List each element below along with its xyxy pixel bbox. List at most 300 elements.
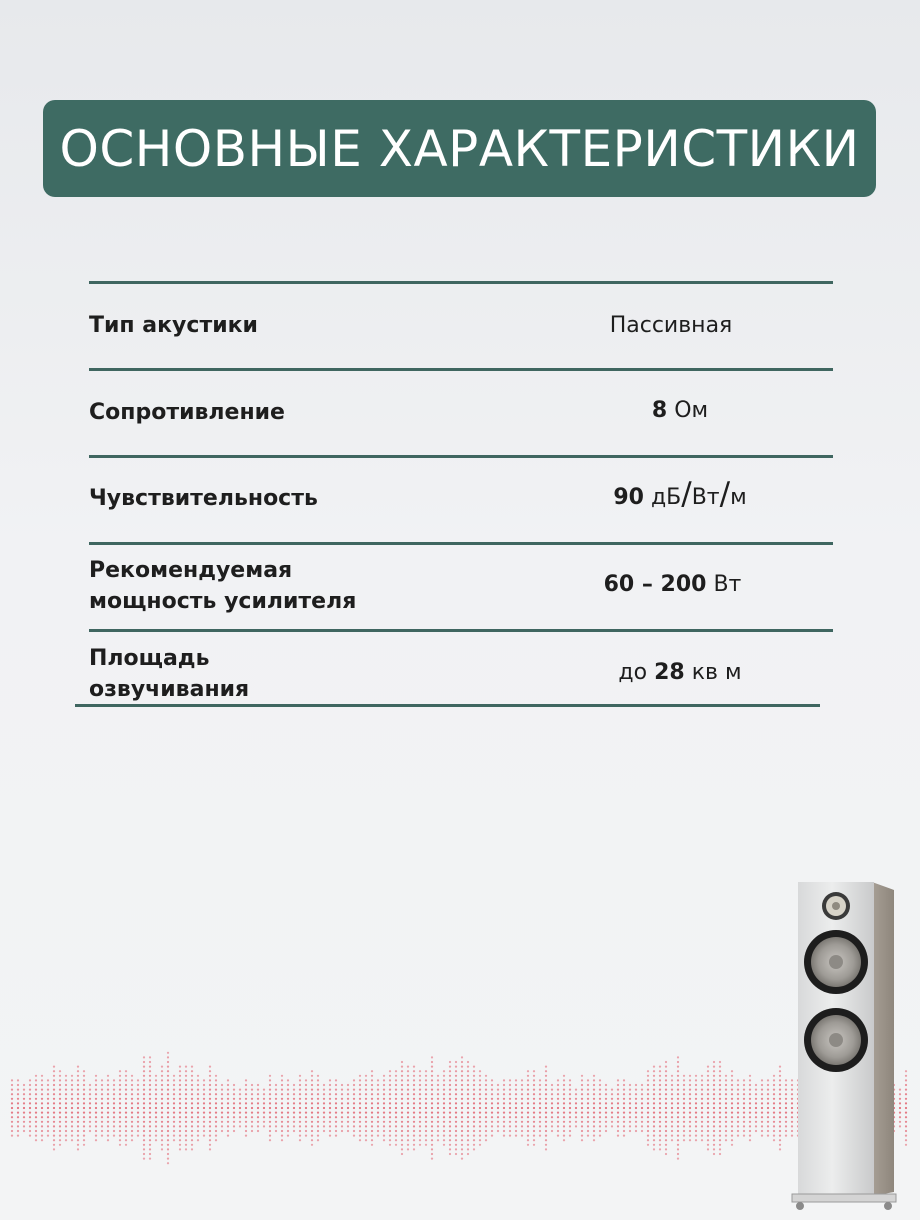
wave-dot [419, 1112, 421, 1114]
wave-dot [71, 1135, 73, 1137]
wave-dot [41, 1102, 43, 1104]
wave-dot [341, 1098, 343, 1100]
wave-dot [773, 1130, 775, 1132]
wave-dot [425, 1098, 427, 1100]
wave-dot [395, 1084, 397, 1086]
wave-dot [287, 1093, 289, 1095]
wave-dot [143, 1061, 145, 1063]
wave-dot [443, 1102, 445, 1104]
wave-dot [467, 1125, 469, 1127]
wave-dot [377, 1135, 379, 1137]
wave-dot [383, 1084, 385, 1086]
wave-dot [311, 1098, 313, 1100]
wave-dot [173, 1139, 175, 1141]
wave-dot [521, 1116, 523, 1118]
wave-dot [185, 1139, 187, 1141]
wave-dot [335, 1093, 337, 1095]
wave-dot [311, 1089, 313, 1091]
wave-dot [779, 1107, 781, 1109]
wave-dot [575, 1098, 577, 1100]
wave-dot [419, 1098, 421, 1100]
wave-dot [431, 1093, 433, 1095]
wave-dot [719, 1061, 721, 1063]
wave-dot [11, 1112, 13, 1114]
wave-dot [335, 1112, 337, 1114]
wave-dot [65, 1139, 67, 1141]
wave-dot [47, 1107, 49, 1109]
wave-dot [209, 1093, 211, 1095]
wave-dot [191, 1139, 193, 1141]
wave-dot [665, 1079, 667, 1081]
wave-dot [647, 1089, 649, 1091]
wave-dot [647, 1098, 649, 1100]
wave-dot [359, 1135, 361, 1137]
wave-dot [731, 1125, 733, 1127]
wave-dot [713, 1061, 715, 1063]
wave-dot [155, 1098, 157, 1100]
wave-dot [107, 1130, 109, 1132]
wave-dot [713, 1139, 715, 1141]
wave-dot [767, 1093, 769, 1095]
wave-dot [353, 1125, 355, 1127]
wave-dot [749, 1135, 751, 1137]
wave-dot [125, 1135, 127, 1137]
wave-dot [545, 1084, 547, 1086]
wave-dot [353, 1135, 355, 1137]
wave-dot [389, 1093, 391, 1095]
wave-dot [383, 1098, 385, 1100]
wave-dot [167, 1075, 169, 1077]
wave-dot [197, 1107, 199, 1109]
wave-dot [377, 1084, 379, 1086]
wave-dot [527, 1135, 529, 1137]
wave-dot [155, 1075, 157, 1077]
wave-dot [719, 1066, 721, 1068]
wave-dot [347, 1098, 349, 1100]
wave-dot [587, 1125, 589, 1127]
wave-dot [251, 1116, 253, 1118]
wave-dot [689, 1121, 691, 1123]
wave-dot [359, 1125, 361, 1127]
wave-dot [53, 1093, 55, 1095]
wave-dot [413, 1089, 415, 1091]
wave-dot [293, 1130, 295, 1132]
wave-dot [785, 1089, 787, 1091]
wave-dot [101, 1112, 103, 1114]
wave-dot [95, 1098, 97, 1100]
wave-dot [347, 1112, 349, 1114]
wave-dot [659, 1139, 661, 1141]
wave-dot [323, 1112, 325, 1114]
wave-dot [359, 1079, 361, 1081]
wave-dot [701, 1116, 703, 1118]
speaker-plinth [792, 1194, 896, 1202]
wave-dot [539, 1125, 541, 1127]
wave-dot [299, 1112, 301, 1114]
wave-dot [101, 1102, 103, 1104]
wave-dot [437, 1089, 439, 1091]
wave-dot [737, 1089, 739, 1091]
wave-dot [449, 1153, 451, 1155]
spec-label-amp-power [89, 555, 356, 617]
wave-dot [149, 1089, 151, 1091]
wave-dot [713, 1112, 715, 1114]
wave-dot [713, 1121, 715, 1123]
wave-dot [137, 1084, 139, 1086]
wave-dot [773, 1098, 775, 1100]
wave-dot [683, 1089, 685, 1091]
wave-dot [311, 1144, 313, 1146]
wave-dot [773, 1139, 775, 1141]
wave-dot [755, 1093, 757, 1095]
wave-dot [485, 1135, 487, 1137]
wave-dot [359, 1084, 361, 1086]
wave-dot [65, 1125, 67, 1127]
wave-dot [581, 1125, 583, 1127]
wave-dot [365, 1098, 367, 1100]
wave-dot [617, 1093, 619, 1095]
wave-dot [617, 1112, 619, 1114]
wave-dot [431, 1107, 433, 1109]
wave-dot [359, 1102, 361, 1104]
wave-dot [581, 1093, 583, 1095]
wave-dot [119, 1144, 121, 1146]
wave-dot [635, 1121, 637, 1123]
wave-dot [173, 1125, 175, 1127]
wave-dot [353, 1116, 355, 1118]
wave-dot [305, 1130, 307, 1132]
wave-dot [41, 1084, 43, 1086]
wave-dot [485, 1093, 487, 1095]
wave-dot [287, 1130, 289, 1132]
wave-dot [545, 1121, 547, 1123]
wave-dot [395, 1093, 397, 1095]
wave-dot [671, 1089, 673, 1091]
wave-dot [113, 1125, 115, 1127]
wave-dot [623, 1121, 625, 1123]
wave-dot [35, 1135, 37, 1137]
wave-dot [599, 1089, 601, 1091]
wave-dot [371, 1107, 373, 1109]
wave-dot [227, 1093, 229, 1095]
wave-dot [497, 1125, 499, 1127]
wave-dot [179, 1075, 181, 1077]
wave-dot [413, 1093, 415, 1095]
wave-dot [41, 1107, 43, 1109]
speaker-foot [884, 1202, 892, 1210]
wave-dot [683, 1139, 685, 1141]
wave-dot [671, 1121, 673, 1123]
wave-dot [377, 1098, 379, 1100]
wave-dot [683, 1135, 685, 1137]
wave-dot [125, 1093, 127, 1095]
wave-dot [239, 1112, 241, 1114]
wave-dot [215, 1084, 217, 1086]
wave-dot [59, 1130, 61, 1132]
wave-dot [473, 1089, 475, 1091]
wave-dot [263, 1116, 265, 1118]
wave-dot [443, 1089, 445, 1091]
wave-dot [557, 1135, 559, 1137]
wave-dot [17, 1135, 19, 1137]
wave-dot [365, 1075, 367, 1077]
wave-dot [11, 1079, 13, 1081]
wave-dot [689, 1093, 691, 1095]
wave-dot [431, 1075, 433, 1077]
wave-dot [179, 1102, 181, 1104]
wave-dot [173, 1084, 175, 1086]
wave-dot [407, 1139, 409, 1141]
wave-dot [395, 1070, 397, 1072]
wave-dot [779, 1070, 781, 1072]
wave-dot [131, 1139, 133, 1141]
wave-dot [497, 1098, 499, 1100]
wave-dot [515, 1130, 517, 1132]
wave-dot [653, 1116, 655, 1118]
wave-dot [305, 1121, 307, 1123]
wave-dot [641, 1102, 643, 1104]
wave-dot [581, 1121, 583, 1123]
wave-dot [431, 1061, 433, 1063]
wave-dot [47, 1121, 49, 1123]
wave-dot [347, 1107, 349, 1109]
wave-dot [341, 1102, 343, 1104]
wave-dot [389, 1125, 391, 1127]
wave-dot [647, 1139, 649, 1141]
wave-dot [449, 1139, 451, 1141]
wave-dot [311, 1070, 313, 1072]
wave-dot [545, 1093, 547, 1095]
wave-dot [185, 1148, 187, 1150]
wave-dot [113, 1107, 115, 1109]
wave-dot [575, 1121, 577, 1123]
wave-dot [743, 1135, 745, 1137]
wave-dot [455, 1125, 457, 1127]
wave-dot [761, 1079, 763, 1081]
wave-dot [623, 1112, 625, 1114]
wave-dot [71, 1139, 73, 1141]
wave-dot [527, 1125, 529, 1127]
wave-dot [401, 1139, 403, 1141]
wave-dot [119, 1125, 121, 1127]
wave-dot [179, 1144, 181, 1146]
wave-dot [83, 1084, 85, 1086]
wave-dot [209, 1116, 211, 1118]
wave-dot [449, 1102, 451, 1104]
wave-dot [725, 1139, 727, 1141]
wave-dot [131, 1112, 133, 1114]
wave-dot [431, 1144, 433, 1146]
wave-dot [41, 1121, 43, 1123]
wave-dot [311, 1112, 313, 1114]
wave-dot [59, 1098, 61, 1100]
wave-dot [677, 1093, 679, 1095]
wave-dot [167, 1130, 169, 1132]
wave-dot [689, 1089, 691, 1091]
wave-dot [773, 1102, 775, 1104]
wave-dot [167, 1093, 169, 1095]
wave-dot [239, 1089, 241, 1091]
wave-dot [647, 1102, 649, 1104]
wave-dot [581, 1075, 583, 1077]
wave-dot [611, 1112, 613, 1114]
wave-dot [407, 1112, 409, 1114]
wave-dot [509, 1116, 511, 1118]
wave-dot [461, 1121, 463, 1123]
wave-dot [689, 1112, 691, 1114]
wave-dot [467, 1075, 469, 1077]
wave-dot [233, 1125, 235, 1127]
wave-dot [755, 1121, 757, 1123]
wave-dot [731, 1144, 733, 1146]
wave-dot [563, 1121, 565, 1123]
wave-dot [449, 1061, 451, 1063]
wave-dot [383, 1107, 385, 1109]
wave-dot [683, 1116, 685, 1118]
wave-dot [455, 1144, 457, 1146]
wave-dot [269, 1102, 271, 1104]
wave-dot [587, 1116, 589, 1118]
wave-dot [779, 1098, 781, 1100]
wave-dot [167, 1112, 169, 1114]
wave-dot [473, 1148, 475, 1150]
wave-dot [383, 1116, 385, 1118]
wave-dot [269, 1112, 271, 1114]
wave-dot [701, 1075, 703, 1077]
wave-dot [749, 1075, 751, 1077]
wave-dot [479, 1107, 481, 1109]
wave-dot [275, 1089, 277, 1091]
wave-dot [131, 1079, 133, 1081]
wave-dot [395, 1098, 397, 1100]
wave-dot [359, 1093, 361, 1095]
wave-dot [701, 1121, 703, 1123]
wave-dot [689, 1102, 691, 1104]
wave-dot [485, 1098, 487, 1100]
wave-dot [557, 1102, 559, 1104]
wave-dot [635, 1084, 637, 1086]
wave-dot [107, 1121, 109, 1123]
wave-dot [47, 1098, 49, 1100]
wave-dot [191, 1112, 193, 1114]
wave-dot [245, 1093, 247, 1095]
wave-dot [743, 1093, 745, 1095]
wave-dot [125, 1098, 127, 1100]
wave-dot [743, 1121, 745, 1123]
wave-dot [137, 1112, 139, 1114]
wave-dot [455, 1121, 457, 1123]
wave-dot [155, 1093, 157, 1095]
wave-dot [407, 1148, 409, 1150]
wave-dot [413, 1102, 415, 1104]
wave-dot [635, 1093, 637, 1095]
wave-dot [689, 1079, 691, 1081]
wave-dot [383, 1139, 385, 1141]
wave-dot [137, 1125, 139, 1127]
wave-dot [443, 1070, 445, 1072]
wave-dot [533, 1079, 535, 1081]
wave-dot [17, 1089, 19, 1091]
wave-dot [161, 1084, 163, 1086]
wave-dot [449, 1130, 451, 1132]
wave-dot [539, 1079, 541, 1081]
wave-dot [677, 1089, 679, 1091]
wave-dot [569, 1130, 571, 1132]
wave-dot [683, 1107, 685, 1109]
wave-dot [389, 1079, 391, 1081]
wave-dot [557, 1121, 559, 1123]
wave-dot [353, 1079, 355, 1081]
wave-dot [149, 1066, 151, 1068]
wave-dot [779, 1116, 781, 1118]
wave-dot [53, 1135, 55, 1137]
wave-dot [95, 1130, 97, 1132]
wave-dot [161, 1093, 163, 1095]
wave-dot [473, 1125, 475, 1127]
wave-dot [173, 1093, 175, 1095]
wave-dot [155, 1084, 157, 1086]
wave-dot [545, 1075, 547, 1077]
wave-dot [677, 1107, 679, 1109]
wave-dot [527, 1130, 529, 1132]
wave-dot [761, 1102, 763, 1104]
wave-dot [539, 1130, 541, 1132]
wave-dot [479, 1084, 481, 1086]
wave-dot [41, 1098, 43, 1100]
wave-dot [737, 1112, 739, 1114]
wave-dot [377, 1102, 379, 1104]
wave-dot [539, 1116, 541, 1118]
wave-dot [455, 1079, 457, 1081]
wave-dot [365, 1125, 367, 1127]
wave-dot [545, 1139, 547, 1141]
wave-dot [161, 1130, 163, 1132]
wave-dot [461, 1144, 463, 1146]
wave-dot [473, 1135, 475, 1137]
wave-dot [437, 1116, 439, 1118]
wave-dot [257, 1130, 259, 1132]
wave-dot [695, 1135, 697, 1137]
wave-dot [161, 1107, 163, 1109]
wave-dot [467, 1070, 469, 1072]
wave-dot [647, 1107, 649, 1109]
wave-dot [443, 1130, 445, 1132]
wave-dot [647, 1070, 649, 1072]
wave-dot [143, 1089, 145, 1091]
wave-dot [665, 1116, 667, 1118]
wave-dot [527, 1089, 529, 1091]
wave-dot [119, 1089, 121, 1091]
wave-dot [749, 1084, 751, 1086]
wave-dot [251, 1107, 253, 1109]
wave-dot [719, 1144, 721, 1146]
wave-dot [515, 1098, 517, 1100]
wave-dot [707, 1135, 709, 1137]
wave-dot [743, 1098, 745, 1100]
wave-dot [707, 1066, 709, 1068]
wave-dot [407, 1125, 409, 1127]
wave-dot [401, 1084, 403, 1086]
wave-dot [161, 1116, 163, 1118]
wave-dot [59, 1116, 61, 1118]
wave-dot [323, 1125, 325, 1127]
wave-dot [83, 1144, 85, 1146]
wave-dot [509, 1121, 511, 1123]
wave-dot [107, 1125, 109, 1127]
wave-dot [77, 1084, 79, 1086]
wave-dot [329, 1089, 331, 1091]
wave-dot [101, 1125, 103, 1127]
